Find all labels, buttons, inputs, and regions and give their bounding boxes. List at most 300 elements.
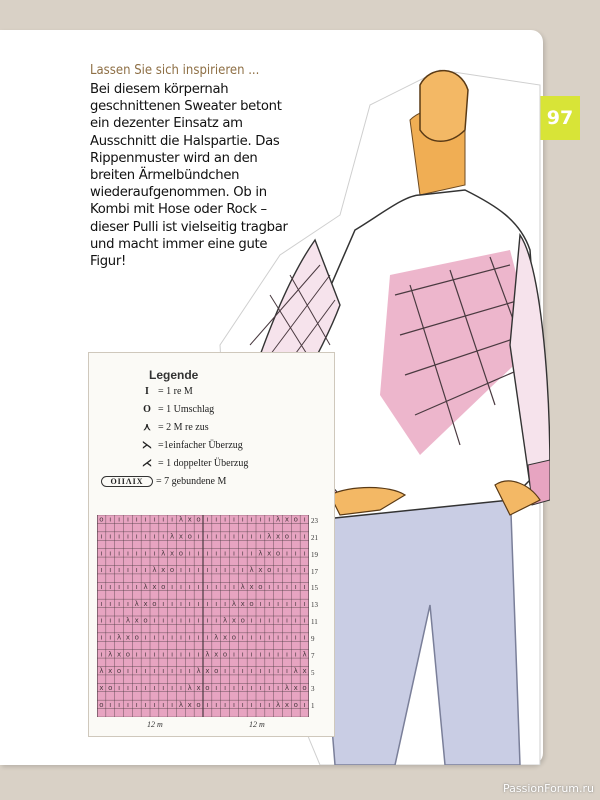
- chart-stitch: ı: [277, 616, 280, 625]
- intro-heading: Lassen Sie sich inspirieren ...: [90, 63, 260, 78]
- chart-stitch: ı: [294, 650, 297, 659]
- chart-stitch: λ: [125, 616, 130, 625]
- chart-stitch: λ: [240, 583, 245, 592]
- legend-item-label: =1einfacher Überzug: [158, 440, 243, 451]
- chart-stitch: ı: [206, 616, 209, 625]
- chart-stitch: ı: [259, 515, 262, 524]
- chart-width-label-right: 12 m: [249, 720, 265, 729]
- chart-stitch: ı: [224, 532, 227, 541]
- chart-stitch: o: [258, 583, 263, 592]
- chart-stitch: o: [222, 650, 228, 659]
- chart-stitch: ı: [277, 633, 280, 642]
- chart-stitch: ı: [109, 599, 112, 608]
- chart-stitch: o: [293, 700, 298, 709]
- chart-stitch: ı: [232, 684, 235, 693]
- chart-stitch: ı: [100, 616, 103, 625]
- chart-stitch: ı: [232, 566, 235, 575]
- chart-stitch: ı: [197, 583, 200, 592]
- chart-stitch: ı: [197, 599, 200, 608]
- chart-stitch: x: [178, 532, 183, 541]
- chart-stitch: ı: [277, 650, 280, 659]
- chart-stitch: ı: [259, 633, 262, 642]
- chart-stitch: ı: [294, 566, 297, 575]
- chart-stitch: ı: [250, 667, 253, 676]
- chart-stitch: ı: [171, 700, 174, 709]
- chart-stitch: o: [205, 684, 210, 693]
- chart-stitch: ı: [215, 684, 218, 693]
- chart-stitch: ı: [250, 549, 253, 558]
- chart-stitch: λ: [284, 684, 289, 693]
- chart-stitch: ı: [118, 532, 121, 541]
- chart-stitch: ı: [268, 515, 271, 524]
- chart-stitch: o: [187, 532, 192, 541]
- chart-stitch: ı: [135, 532, 138, 541]
- chart-stitch: o: [125, 650, 131, 659]
- chart-stitch: ı: [118, 700, 121, 709]
- chart-stitch: ı: [162, 700, 165, 709]
- chart-stitch: ı: [153, 633, 156, 642]
- chart-stitch: ı: [126, 684, 129, 693]
- chart-stitch: ı: [215, 515, 218, 524]
- chart-stitch: ı: [215, 549, 218, 558]
- chart-stitch: ı: [303, 566, 306, 575]
- chart-stitch: ı: [250, 684, 253, 693]
- chart-stitch: ı: [135, 684, 138, 693]
- legend-item-k2tog: [139, 422, 209, 433]
- chart-stitch: ı: [259, 616, 262, 625]
- chart-stitch: ı: [259, 667, 262, 676]
- chart-stitch: λ: [231, 599, 236, 608]
- chart-stitch: ı: [179, 566, 182, 575]
- chart-stitch: ı: [188, 650, 191, 659]
- chart-stitch: ı: [171, 515, 174, 524]
- legend-item-knit: [139, 386, 193, 397]
- chart-stitch: ı: [303, 532, 306, 541]
- chart-stitch: ı: [162, 616, 165, 625]
- chart-stitch: ı: [250, 532, 253, 541]
- chart-stitch: λ: [134, 599, 139, 608]
- chart-stitch: o: [196, 515, 201, 524]
- chart-stitch: x: [205, 667, 210, 676]
- chart-stitch: ı: [206, 515, 209, 524]
- chart-stitch: ı: [303, 616, 306, 625]
- chart-row-number: 13: [311, 601, 318, 610]
- chart-stitch: ı: [294, 633, 297, 642]
- chart-stitch: ı: [100, 633, 103, 642]
- chart-stitch: o: [214, 667, 219, 676]
- chart-stitch: ı: [126, 700, 129, 709]
- chart-stitch: ı: [224, 566, 227, 575]
- chart-stitch: ı: [285, 583, 288, 592]
- chart-stitch: ı: [188, 599, 191, 608]
- legend-item-label: = 2 M re zus: [158, 422, 209, 433]
- chart-stitch: ı: [268, 667, 271, 676]
- chart-stitch: ı: [179, 583, 182, 592]
- chart-stitch: ı: [135, 515, 138, 524]
- chart-stitch: x: [231, 616, 236, 625]
- chart-stitch: ı: [232, 667, 235, 676]
- chart-stitch: ı: [277, 583, 280, 592]
- chart-stitch: ı: [118, 616, 121, 625]
- chart-stitch: ı: [162, 667, 165, 676]
- chart-stitch: λ: [99, 667, 104, 676]
- chart-stitch: ı: [100, 566, 103, 575]
- chart-row-number: 11: [311, 618, 318, 626]
- chart-stitch: x: [249, 583, 254, 592]
- chart-row-number: 1: [311, 702, 315, 711]
- legend-title: Legende: [149, 368, 199, 382]
- chart-stitch: ı: [232, 549, 235, 558]
- chart-stitch: ı: [241, 532, 244, 541]
- chart-stitch: ı: [118, 549, 121, 558]
- chart-stitch: ı: [188, 667, 191, 676]
- chart-stitch: ı: [285, 549, 288, 558]
- chart-stitch: ı: [100, 583, 103, 592]
- chart-stitch: ı: [197, 532, 200, 541]
- chart-stitch: ı: [215, 532, 218, 541]
- chart-stitch: ı: [215, 583, 218, 592]
- chart-stitch: x: [143, 599, 148, 608]
- chart-stitch: ı: [171, 599, 174, 608]
- chart-stitch: ı: [100, 599, 103, 608]
- chart-stitch: ı: [171, 616, 174, 625]
- chart-stitch: ı: [153, 532, 156, 541]
- chart-stitch: ı: [162, 599, 165, 608]
- chart-stitch: λ: [161, 549, 166, 558]
- chart-stitch: ı: [241, 515, 244, 524]
- chart-stitch: ı: [224, 667, 227, 676]
- chart-stitch: λ: [276, 515, 281, 524]
- chart-row-number: 17: [311, 567, 318, 576]
- chart-stitch: ı: [135, 583, 138, 592]
- chart-stitch: ı: [126, 583, 129, 592]
- chart-stitch: ı: [268, 633, 271, 642]
- chart-stitch: ı: [188, 616, 191, 625]
- chart-stitch: ı: [268, 650, 271, 659]
- chart-stitch: x: [187, 515, 192, 524]
- chart-stitch: ı: [277, 667, 280, 676]
- chart-stitch: ı: [268, 684, 271, 693]
- chart-stitch: ı: [179, 633, 182, 642]
- chart-stitch: ı: [135, 566, 138, 575]
- watermark: PassionForum.ru: [503, 782, 594, 795]
- chart-stitch: o: [249, 599, 254, 608]
- chart-stitch: λ: [293, 667, 298, 676]
- chart-stitch: ı: [100, 532, 103, 541]
- chart-stitch: ı: [224, 515, 227, 524]
- chart-stitch: ı: [126, 667, 129, 676]
- chart-stitch: ı: [206, 549, 209, 558]
- chart-stitch: ı: [188, 633, 191, 642]
- chart-stitch: ı: [250, 633, 253, 642]
- chart-stitch: ı: [144, 650, 147, 659]
- chart-stitch: ı: [294, 616, 297, 625]
- chart-stitch: λ: [178, 700, 183, 709]
- chart-stitch: ı: [259, 650, 262, 659]
- chart-stitch: x: [223, 633, 228, 642]
- chart-stitch: λ: [258, 549, 263, 558]
- chart-stitch: ı: [135, 549, 138, 558]
- chart-row-number: 9: [311, 634, 315, 643]
- chart-stitch: x: [284, 700, 289, 709]
- chart-stitch: ı: [259, 532, 262, 541]
- chart-stitch: ı: [188, 566, 191, 575]
- chart-stitch: o: [99, 700, 104, 709]
- chart-stitch: ı: [303, 583, 306, 592]
- chart-stitch: ı: [144, 549, 147, 558]
- chart-stitch: ı: [197, 549, 200, 558]
- legend-item-label: = 1 doppelter Überzug: [158, 458, 249, 469]
- legend-item-ssk: [139, 440, 243, 451]
- chart-stitch: ı: [241, 633, 244, 642]
- chart-stitch: ı: [144, 515, 147, 524]
- chart-stitch: x: [161, 566, 166, 575]
- chart-stitch: ı: [277, 566, 280, 575]
- chart-stitch: ı: [118, 566, 121, 575]
- chart-stitch: ı: [224, 583, 227, 592]
- chart-stitch: ı: [162, 515, 165, 524]
- chart-stitch: ı: [232, 583, 235, 592]
- chart-stitch: o: [293, 515, 298, 524]
- chart-stitch: o: [108, 684, 113, 693]
- chart-stitch: ı: [268, 700, 271, 709]
- chart-stitch: ı: [126, 515, 129, 524]
- chart-stitch: ı: [153, 650, 156, 659]
- chart-stitch: ı: [109, 700, 112, 709]
- chart-stitch: ı: [197, 633, 200, 642]
- chart-stitch: ı: [294, 549, 297, 558]
- chart-stitch: ı: [162, 532, 165, 541]
- chart-stitch: ı: [277, 684, 280, 693]
- chart-stitch: ı: [109, 583, 112, 592]
- yarnover-symbol-icon: O: [143, 404, 151, 415]
- chart-width-label-left: 12 m: [147, 720, 163, 729]
- chart-stitch: ı: [171, 684, 174, 693]
- chart-stitch: λ: [214, 633, 219, 642]
- chart-stitch: ı: [303, 700, 306, 709]
- chart-stitch: x: [125, 633, 130, 642]
- chart-stitch: ı: [250, 515, 253, 524]
- page-number: 97: [546, 107, 574, 129]
- legend-item-double-decrease: [139, 458, 248, 469]
- chart-stitch: λ: [302, 650, 307, 659]
- chart-stitch: ı: [162, 633, 165, 642]
- chart-stitch: λ: [267, 532, 272, 541]
- chart-stitch: ı: [215, 616, 218, 625]
- chart-stitch: ı: [232, 532, 235, 541]
- chart-stitch: ı: [144, 684, 147, 693]
- chart-row-number: 19: [311, 550, 318, 559]
- chart-stitch: x: [276, 532, 281, 541]
- chart-stitch: ı: [162, 684, 165, 693]
- chart-row-number: 23: [311, 517, 318, 525]
- chart-stitch: λ: [205, 650, 210, 659]
- chart-stitch: o: [302, 684, 307, 693]
- chart-stitch: ı: [250, 650, 253, 659]
- chart-stitch: ı: [206, 599, 209, 608]
- legend-item-label: = 7 gebundene M: [156, 476, 227, 487]
- chart-stitch: x: [196, 684, 201, 693]
- chart-stitch: x: [117, 650, 122, 659]
- chart-stitch: ı: [294, 583, 297, 592]
- chart-stitch: ı: [224, 549, 227, 558]
- chart-stitch: x: [214, 650, 219, 659]
- chart-stitch: o: [240, 616, 245, 625]
- legend-item-label: = 1 re M: [158, 386, 193, 397]
- chart-stitch: ı: [215, 700, 218, 709]
- chart-stitch: ı: [135, 667, 138, 676]
- chart-stitch: ı: [294, 532, 297, 541]
- ssk-symbol-icon: ⋋: [142, 440, 152, 451]
- chart-stitch: x: [267, 549, 272, 558]
- chart-stitch: ı: [144, 667, 147, 676]
- chart-stitch: ı: [100, 650, 103, 659]
- chart-stitch: o: [196, 700, 201, 709]
- chart-stitch: λ: [108, 650, 113, 659]
- chart-stitch: ı: [285, 650, 288, 659]
- chart-stitch: ı: [268, 599, 271, 608]
- chart-stitch: ı: [268, 583, 271, 592]
- chart-stitch: ı: [241, 566, 244, 575]
- k2tog-symbol-icon: ⋏: [143, 422, 151, 433]
- chart-stitch: ı: [241, 549, 244, 558]
- chart-stitch: ı: [285, 633, 288, 642]
- chart-stitch: ı: [162, 650, 165, 659]
- chart-stitch: ı: [215, 599, 218, 608]
- chart-stitch: λ: [143, 583, 148, 592]
- chart-stitch: x: [240, 599, 245, 608]
- chart-stitch: ı: [126, 599, 129, 608]
- chart-stitch: ı: [232, 515, 235, 524]
- chart-row-number: 21: [311, 533, 318, 542]
- chart-stitch: o: [169, 566, 175, 575]
- chart-stitch: ı: [126, 532, 129, 541]
- chart-stitch: x: [187, 700, 192, 709]
- chart-stitch: ı: [285, 616, 288, 625]
- chart-stitch: ı: [188, 549, 191, 558]
- chart-stitch: ı: [268, 616, 271, 625]
- chart-stitch: x: [108, 667, 113, 676]
- chart-stitch: λ: [196, 667, 201, 676]
- chart-stitch: ı: [241, 700, 244, 709]
- chart-stitch: o: [143, 616, 148, 625]
- chart-stitch: λ: [276, 700, 281, 709]
- chart-stitch: ı: [153, 549, 156, 558]
- legend-panel: [88, 352, 335, 737]
- chart-stitch: ı: [179, 667, 182, 676]
- chart-stitch: ı: [100, 549, 103, 558]
- chart-stitch: ı: [171, 583, 174, 592]
- chart-stitch: ı: [153, 700, 156, 709]
- chart-stitch: ı: [259, 700, 262, 709]
- chart-stitch: o: [99, 515, 104, 524]
- chart-stitch: ı: [171, 650, 174, 659]
- legend-item-bound-stitches: [101, 476, 226, 487]
- chart-stitch: λ: [187, 684, 192, 693]
- chart-stitch: λ: [178, 515, 183, 524]
- chart-stitch: ı: [144, 532, 147, 541]
- chart-stitch: ı: [206, 700, 209, 709]
- chart-stitch: ı: [303, 599, 306, 608]
- chart-stitch: ı: [144, 566, 147, 575]
- chart-stitch: o: [275, 549, 281, 558]
- chart-stitch: ı: [206, 532, 209, 541]
- bound-stitches-symbol-icon: OIIΛIX: [101, 476, 153, 487]
- chart-stitch: ı: [224, 700, 227, 709]
- chart-stitch: ı: [241, 650, 244, 659]
- chart-stitch: ı: [126, 549, 129, 558]
- chart-stitch: ı: [153, 684, 156, 693]
- chart-stitch: ı: [118, 684, 121, 693]
- chart-stitch: ı: [153, 616, 156, 625]
- chart-stitch: ı: [250, 616, 253, 625]
- chart-stitch: ı: [135, 700, 138, 709]
- chart-stitch: x: [302, 667, 307, 676]
- chart-stitch: ı: [109, 532, 112, 541]
- chart-row-number: 3: [311, 685, 315, 694]
- chart-stitch: ı: [179, 684, 182, 693]
- chart-stitch: ı: [206, 583, 209, 592]
- chart-stitch: ı: [232, 650, 235, 659]
- chart-stitch: ı: [153, 667, 156, 676]
- chart-stitch: x: [99, 684, 104, 693]
- chart-stitch: λ: [223, 616, 228, 625]
- chart-stitch: ı: [109, 566, 112, 575]
- chart-stitch: ı: [303, 633, 306, 642]
- chart-stitch: ı: [241, 684, 244, 693]
- chart-stitch: o: [152, 599, 157, 608]
- chart-stitch: ı: [179, 616, 182, 625]
- chart-stitch: ı: [259, 684, 262, 693]
- chart-stitch: ı: [224, 599, 227, 608]
- chart-stitch: λ: [170, 532, 175, 541]
- chart-stitch: ı: [197, 616, 200, 625]
- chart-stitch: ı: [303, 549, 306, 558]
- chart-stitch: ı: [109, 549, 112, 558]
- chart-stitch: ı: [241, 667, 244, 676]
- chart-stitch: ı: [118, 515, 121, 524]
- chart-stitch: ı: [179, 650, 182, 659]
- chart-stitch: ı: [303, 515, 306, 524]
- chart-stitch: λ: [117, 633, 122, 642]
- chart-stitch: ı: [109, 633, 112, 642]
- legend-item-label: = 1 Umschlag: [158, 404, 215, 415]
- chart-stitch: x: [152, 583, 157, 592]
- chart-stitch: ı: [285, 599, 288, 608]
- chart-stitch: x: [258, 566, 263, 575]
- knit-symbol-icon: I: [145, 386, 149, 397]
- chart-stitch: o: [178, 549, 184, 558]
- chart-stitch: o: [267, 566, 272, 575]
- chart-stitch: ı: [171, 633, 174, 642]
- chart-stitch: ı: [206, 566, 209, 575]
- chart-stitch: x: [134, 616, 139, 625]
- chart-stitch: ı: [206, 633, 209, 642]
- chart-stitch: ı: [171, 667, 174, 676]
- chart-stitch: ı: [285, 566, 288, 575]
- chart-stitch: ı: [126, 566, 129, 575]
- chart-stitch: ı: [215, 566, 218, 575]
- chart-stitch: ı: [232, 700, 235, 709]
- chart-stitch: o: [231, 633, 237, 642]
- chart-row-number: 7: [311, 651, 315, 660]
- chart-row-number: 15: [311, 584, 318, 593]
- legend-item-yarnover: [139, 404, 214, 415]
- chart-row-number: 5: [311, 668, 315, 677]
- chart-stitch: ı: [197, 650, 200, 659]
- chart-stitch: ı: [118, 599, 121, 608]
- chart-stitch: ı: [188, 583, 191, 592]
